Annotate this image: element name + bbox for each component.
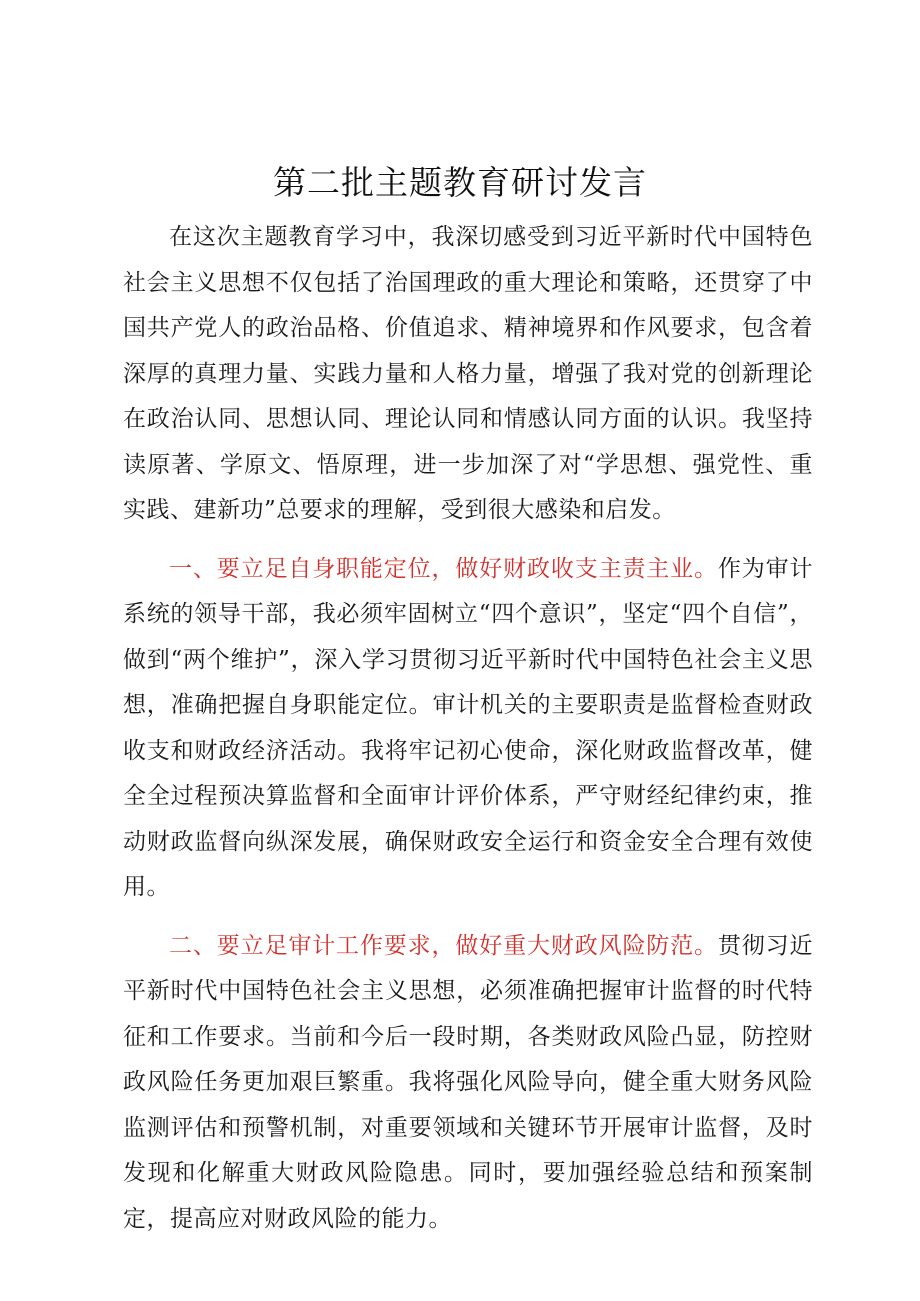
section-1-body: 作为审计系统的领导干部，我必须牢固树立“四个意识”，坚定“四个自信”，做到“两个维护”，深入学习贯彻习近平新时代中国特色社会主义思想，准确把握自身职能定位。审计机关的主要职责是监督检查财政收支和财政经济活动。我将牢记初心使命，深化财政监督改革，健全全过程预决算监督和全面审计评价体系，严守财经纪律约束，推动财政监督向纵深发展，确保财政安全运行和资金安全合理有效使用。: [123, 555, 814, 900]
page-title: 第二批主题教育研讨发言: [273, 163, 647, 202]
intro-paragraph: 在这次主题教育学习中，我深切感受到习近平新时代中国特色社会主义思想不仅包括了治国理政的重大理论和策略，还贯穿了中国共产党人的政治品格、价值追求、精神境界和作风要求，包含着深厚的真理力量、实践力量和人格力量，增强了我对党的创新理论在政治认同、思想认同、理论认同和情感认同方面的认识。我坚持读原著、学原文、悟原理，进一步加深了对“学思想、强党性、重实践、建新功”总要求的理解，受到很大感染和启发。: [123, 224, 813, 523]
section-2-paragraph: [123, 924, 813, 1243]
section-2-heading: 二、要立足审计工作要求，做好重大财政风险防范。: [169, 932, 718, 959]
section-1-heading: 一、要立足自身职能定位，做好财政收支主责主业。: [169, 555, 718, 582]
section-2-body: 贯彻习近平新时代中国特色社会主义思想，必须准确把握审计监督的时代特征和工作要求。当前和今后一段时期，各类财政风险凸显，防控财政风险任务更加艰巨繁重。我将强化风险导向，健全重大财务风险监测评估和预警机制，对重要领域和关键环节开展审计监督，及时发现和化解重大财政风险隐患。同时，要加强经验总结和预案制定，提高应对财政风险的能力。: [123, 932, 814, 1232]
document-body: [123, 215, 813, 1242]
section-1-paragraph: [123, 547, 813, 911]
